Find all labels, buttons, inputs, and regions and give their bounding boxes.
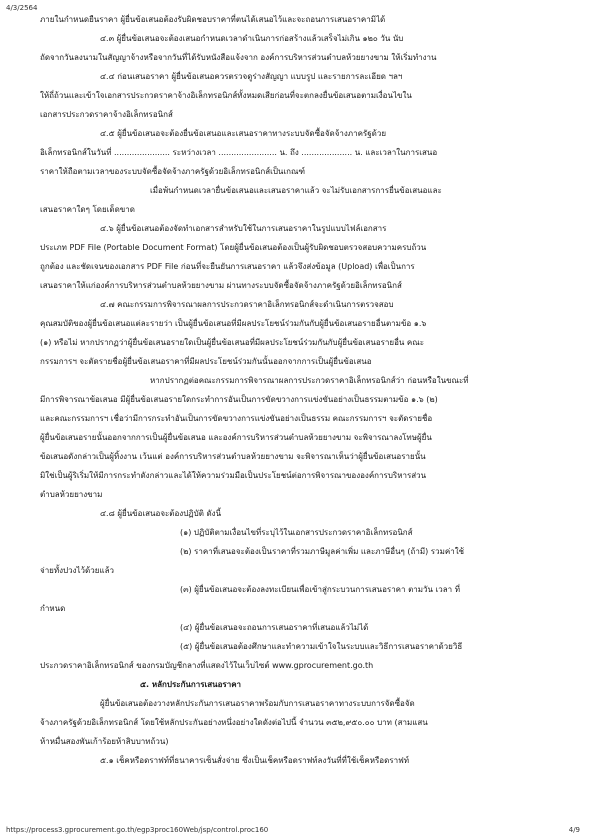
doc-line: ภายในกำหนดยืนราคา ผู้ยื่นข้อเสนอต้องรับผิดชอบราคาที่ตนได้เสนอไว้และจะถอนการเสนอราคามิได้ <box>40 15 386 24</box>
doc-line: ห้าหมื่นสองพันเก้าร้อยห้าสิบบาทถ้วน) <box>40 737 169 746</box>
doc-line: ข้อเสนอดังกล่าวเป็นผู้ทิ้งงาน เว้นแต่ องค์การบริหารส่วนตำบลห้วยยางขาม จะพิจารณาเห็นว่าผู้ยื่นข้อเสนอรายนั้น <box>40 452 426 461</box>
doc-line: ๕.๑ เช็คหรือดราฟท์ที่ธนาคารเซ็นสั่งจ่าย ซึ่งเป็นเช็คหรือดราฟท์ลงวันที่ที่ใช้เช็คหรือดราฟท์ <box>100 756 410 765</box>
section-heading: ๔.๘ ผู้ยื่นข้อเสนอจะต้องปฏิบัติ ดังนี้ <box>100 509 222 518</box>
doc-line: และคณะกรรมการฯ เชื่อว่ามีการกระทำอันเป็นการขัดขวางการแข่งขันอย่างเป็นธรรม คณะกรรมการฯ จะตัดรายชื่อ <box>40 414 433 423</box>
doc-line: (๔) ผู้ยื่นข้อเสนอจะถอนการเสนอราคาที่เสนอแล้วไม่ได้ <box>180 623 369 632</box>
doc-line: หากปรากฏต่อคณะกรรมการพิจารณาผลการประกวดราคาอิเล็กทรอนิกส์ว่า ก่อนหรือในขณะที่ <box>150 376 469 385</box>
doc-line: เอกสารประกวดราคาจ้างอิเล็กทรอนิกส์ <box>40 110 173 119</box>
doc-line: กรรมการฯ จะตัดรายชื่อผู้ยื่นข้อเสนอราคาที่มีผลประโยชน์ร่วมกันนั้นออกจากการเป็นผู้ยื่นข้อเสนอ <box>40 357 372 366</box>
doc-line: ตำบลห้วยยางขาม <box>40 490 103 499</box>
print-date: 4/3/2564 <box>6 4 38 12</box>
doc-line: มีการพิจารณาข้อเสนอ มีผู้ยื่นข้อเสนอรายใดกระทำการอันเป็นการขัดขวางการแข่งขันอย่างเป็นธรรมตามข้อ ๑.๖ (๒) <box>40 395 438 404</box>
doc-line: ๔.๔ ก่อนเสนอราคา ผู้ยื่นข้อเสนอควรตรวจดูร่างสัญญา แบบรูป และรายการละเอียด ฯลฯ <box>100 72 403 81</box>
doc-line: ผู้ยื่นข้อเสนอรายนั้นออกจากการเป็นผู้ยื่นข้อเสนอ และองค์การบริหารส่วนตำบลห้วยยางขาม จะพิจารณาลงโทษผู้ยื่น <box>40 433 432 442</box>
doc-line: มิใช่เป็นผู้ริเริ่มให้มีการกระทำดังกล่าวและได้ให้ความร่วมมือเป็นประโยชน์ต่อการพิจารณาขององค์การบริหารส่วน <box>40 471 427 480</box>
document-body <box>40 10 570 770</box>
doc-line: (๓) ผู้ยื่นข้อเสนอจะต้องลงทะเบียนเพื่อเข้าสู่กระบวนการเสนอราคา ตามวัน เวลา ที่ <box>180 585 460 594</box>
doc-line: จ้างภาครัฐด้วยอิเล็กทรอนิกส์ โดยใช้หลักประกันอย่างหนึ่งอย่างใดดังต่อไปนี้ จำนวน ๓๕๒,๙๕๐.๐๐ บาท (สามแสน <box>40 718 428 727</box>
doc-line: ให้ถี่ถ้วนและเข้าใจเอกสารประกวดราคาจ้างอิเล็กทรอนิกส์ทั้งหมดเสียก่อนที่จะตกลงยื่นข้อเสนอตามเงื่อนไขใน <box>40 91 412 100</box>
doc-line: (๕) ผู้ยื่นข้อเสนอต้องศึกษาและทำความเข้าใจในระบบและวิธีการเสนอราคาด้วยวิธี <box>180 642 463 651</box>
doc-line: เสนอราคาใดๆ โดยเด็ดขาด <box>40 205 135 214</box>
doc-line: อิเล็กทรอนิกส์ในวันที่ ...................... ระหว่างเวลา ....................... น. ถึง .................... น. และเวลาในการเสนอ <box>40 148 438 157</box>
footer-url: https://process3.gprocurement.go.th/egp3proc160Web/jsp/control.proc160 <box>6 826 269 834</box>
page-number: 4/9 <box>568 826 580 834</box>
doc-line: กำหนด <box>40 604 66 613</box>
doc-line: เมื่อพ้นกำหนดเวลายื่นข้อเสนอและเสนอราคาแล้ว จะไม่รับเอกสารการยื่นข้อเสนอและ <box>150 186 442 195</box>
doc-line: คุณสมบัติของผู้ยื่นข้อเสนอแต่ละรายว่า เป็นผู้ยื่นข้อเสนอที่มีผลประโยชน์ร่วมกันกับผู้ยื่นข้อเสนอรายอื่นตามข้อ ๑.๖ <box>40 319 427 328</box>
doc-line: จ่ายทั้งปวงไว้ด้วยแล้ว <box>40 566 114 575</box>
doc-line: เสนอราคาให้แก่องค์การบริหารส่วนตำบลห้วยยางขาม ผ่านทางระบบจัดซื้อจัดจ้างภาครัฐด้วยอิเล็กทรอนิกส์ <box>40 281 402 290</box>
doc-line: ๔.๖ ผู้ยื่นข้อเสนอต้องจัดทำเอกสารสำหรับใช้ในการเสนอราคาในรูปแบบไฟล์เอกสาร <box>100 224 387 233</box>
doc-line: (๒) ราคาที่เสนอจะต้องเป็นราคาที่รวมภาษีมูลค่าเพิ่ม และภาษีอื่นๆ (ถ้ามี) รวมค่าใช้ <box>180 547 465 556</box>
doc-line: ประกวดราคาอิเล็กทรอนิกส์ ของกรมบัญชีกลางที่แสดงไว้ในเว็บไซต์ www.gprocurement.go.th <box>40 661 374 670</box>
doc-line: ถัดจากวันลงนามในสัญญาจ้างหรือจากวันที่ได้รับหนังสือแจ้งจาก องค์การบริหารส่วนตำบลห้วยยางขาม ให้เริ่มทำงาน <box>40 53 437 62</box>
doc-line: ผู้ยื่นข้อเสนอต้องวางหลักประกันการเสนอราคาพร้อมกับการเสนอราคาทางระบบการจัดซื้อจัด <box>100 699 415 708</box>
doc-line: ๔.๓ ผู้ยื่นข้อเสนอจะต้องเสนอกำหนดเวลาดำเนินการก่อสร้างแล้วเสร็จไม่เกิน ๑๒๐ วัน นับ <box>100 34 404 43</box>
doc-line: ประเภท PDF File (Portable Document Format) โดยผู้ยื่นข้อเสนอต้องเป็นผู้รับผิดชอบตรวจสอบความครบถ้วน <box>40 243 427 252</box>
doc-line: ราคาให้ถือตามเวลาของระบบจัดซื้อจัดจ้างภาครัฐด้วยอิเล็กทรอนิกส์เป็นเกณฑ์ <box>40 167 306 176</box>
section-heading: ๕. หลักประกันการเสนอราคา <box>140 680 242 689</box>
doc-line: ถูกต้อง และชัดเจนของเอกสาร PDF File ก่อนที่จะยืนยันการเสนอราคา แล้วจึงส่งข้อมูล (Upload) เพื่อเป็นการ <box>40 262 415 271</box>
doc-line: ๔.๕ ผู้ยื่นข้อเสนอจะต้องยื่นข้อเสนอและเสนอราคาทางระบบจัดซื้อจัดจ้างภาครัฐด้วย <box>100 129 387 138</box>
doc-line: (๑) ปฏิบัติตามเงื่อนไขที่ระบุไว้ในเอกสารประกวดราคาอิเล็กทรอนิกส์ <box>180 528 413 537</box>
doc-line: ๔.๗ คณะกรรมการพิจารณาผลการประกวดราคาอิเล็กทรอนิกส์จะดำเนินการตรวจสอบ <box>100 300 394 309</box>
doc-line: (๑) หรือไม่ หากปรากฏว่าผู้ยื่นข้อเสนอรายใดเป็นผู้ยื่นข้อเสนอที่มีผลประโยชน์ร่วมกันกับผู้ยื่นข้อเสนอรายอื่น คณะ <box>40 338 424 347</box>
